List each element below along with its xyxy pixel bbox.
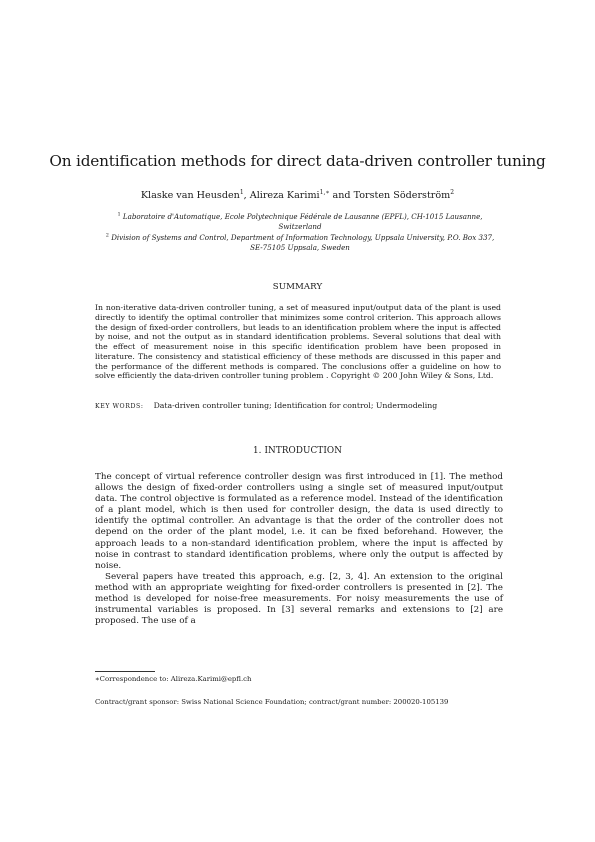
author-name: Torsten Söderström	[353, 190, 451, 201]
correspondence-footnote: ∗Correspondence to: Alireza.Karimi@epfl.ch	[95, 675, 252, 683]
keywords	[95, 401, 501, 410]
author-list	[40, 190, 555, 201]
grant-sponsor-note: Contract/grant sponsor: Swiss National Science Foundation; contract/grant number: 200020-105139	[95, 698, 449, 706]
summary-heading: SUMMARY	[272, 282, 323, 292]
paper-title: On identification methods for direct data-driven controller tuning	[49, 152, 546, 170]
affiliation-mark: 2	[450, 188, 455, 196]
keywords-label: KEY WORDS:	[95, 403, 144, 410]
author-separator: ,	[243, 190, 250, 201]
keywords-text: Data-driven controller tuning; Identification for control; Undermodeling	[153, 401, 438, 410]
affiliation-mark: 1,∗	[319, 188, 330, 196]
author-name: Alireza Karimi	[249, 190, 320, 201]
affiliation-text: Laboratoire d'Automatique, Ecole Polytechnique Fédérale de Lausanne (EPFL), CH-1015 Lausanne, Switzerland	[122, 212, 483, 231]
affiliation-mark: 1	[117, 211, 121, 218]
author-name: Klaske van Heusden	[140, 190, 240, 201]
affiliation-2	[100, 233, 500, 253]
footnote-rule	[95, 671, 155, 672]
affiliation-mark: 2	[105, 232, 109, 239]
affiliation-text: Division of Systems and Control, Department of Information Technology, Uppsala University, P.O. Box 337, SE-75105 Uppsala, Sweden	[111, 233, 495, 252]
section-heading-introduction: 1. INTRODUCTION	[252, 446, 342, 456]
paragraph: The concept of virtual reference controller design was first introduced in [1]. The method allows the design of fixed-order controllers using a single set of measured input/output data. The control objective is formulated as a reference model. Instead of the identification of a plant model, which is then used for controller design, the data is used directly to identify the optimal controller. An advantage is that the order of the controller does not depend on the order of the plant model, i.e. it can be fixed beforehand. However, the approach leads to a non-standard identification problem, where the input is affected by noise in contrast to standard identification problems, where only the output is affected by noise.	[95, 472, 503, 571]
author-separator: and	[329, 190, 354, 201]
affiliation-mark: 1	[239, 188, 244, 196]
affiliation-1	[100, 212, 500, 232]
abstract-text: In non-iterative data-driven controller tuning, a set of measured input/output data of the plant is used directly to identify the optimal controller that minimizes some control criterion. This approach allows the design of fixed-order controllers, but leads to an identification problem where the input is affected by noise, and not the output as in standard identification problems. Several solutions that deal with the effect of measurement noise in this specific identification problem have been proposed in literature. The consistency and statistical efficiency of these methods are discussed in this paper and the performance of the different methods is compared. The conclusions offer a guideline on how to solve efficiently the data-driven controller tuning problem . Copyright © 200 John Wiley & Sons, Ltd.	[95, 303, 501, 381]
introduction-body	[95, 472, 503, 627]
paragraph: Several papers have treated this approach, e.g. [2, 3, 4]. An extension to the original method with an appropriate weighting for fixed-order controllers is presented in [2]. The method is developed for noise-free measurements. For noisy measurements the use of instrumental variables is proposed. In [3] several remarks and extensions to [2] are proposed. The use of a	[95, 571, 503, 627]
